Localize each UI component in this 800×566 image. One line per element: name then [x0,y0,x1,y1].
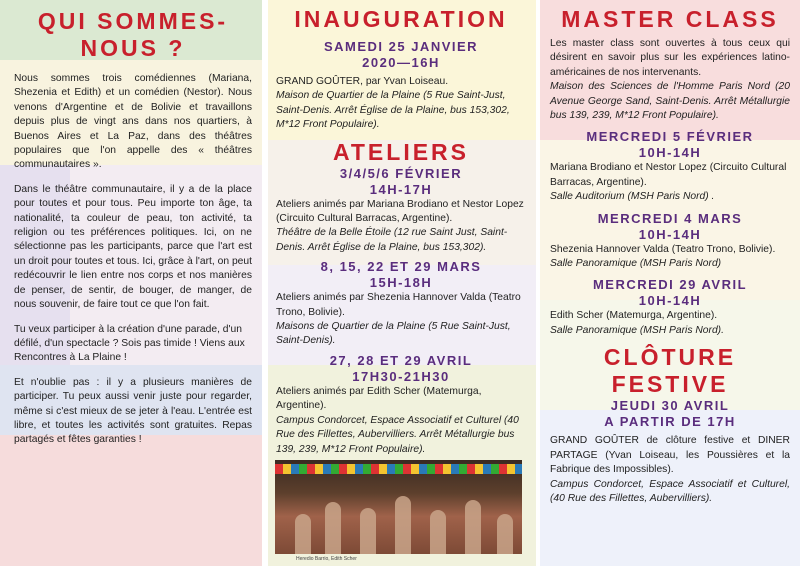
about-paragraph-3: Tu veux participer à la création d'une parade, d'un défilé, d'un spectacle ? Sois pas timide ! Viens aux Rencontres à La Plaine ! [14,323,245,364]
masterclass-1-date: MERCREDI 5 FÉVRIER [586,129,754,145]
closing-text: GRAND GOÛTER de clôture festive et DINER PARTAGE (Yvan Loiseau, les Poussières et la Fabrique des Impossibles). [550,435,790,476]
performer-figure [497,514,513,554]
bunting-decoration [275,464,522,474]
masterclass-2-text: Shezenia Hannover Valda (Teatro Trono, Bolivie). [550,243,776,255]
masterclass-1-place: Salle Auditorium (MSH Paris Nord) . [550,191,715,203]
atelier-3-text: Ateliers animés par Edith Scher (Matemurga, Argentine). [276,385,482,412]
column-about [0,0,262,566]
performer-figure [295,514,311,554]
masterclass-2-place: Salle Panoramique (MSH Paris Nord) [550,258,722,270]
atelier-3-place: Campus Condorcet, Espace Associatif et Culturel (40 Rue des Fillettes, Aubervilliers. Arrêt Métallurgie bus 139, 239, M*12 Front Populaire). [276,414,519,455]
photo-credit: Heredio Barrio, Edith Scher [296,556,357,562]
masterclass-place: Maison des Sciences de l'Homme Paris Nord (20 Avenue George Sand, Saint-Denis. Arrêt Métallurgie bus 139, 239, M*12 Front Populaire). [550,81,790,122]
atelier-1-time: 14H-17H [369,181,433,197]
inauguration-time: 2020—16H [362,55,440,70]
performer-figure [395,496,411,554]
inauguration-date: SAMEDI 25 JANVIER [323,39,479,54]
atelier-1-place: Théâtre de la Belle Étoile (12 rue Saint Just, Saint-Denis. Arrêt Église de la Plaine, bus 153,302). [276,227,508,253]
atelier-2-time: 15H-18H [369,275,433,291]
inauguration-place: Maison de Quartier de la Plaine (5 Rue Saint-Just, Saint-Denis. Arrêt Église de la Plaine, bus 153,302, M*12 Front Populaire). [276,90,510,131]
closing-time: A PARTIR DE 17H [604,414,736,430]
inauguration-text: GRAND GOÛTER, par Yvan Loiseau. [276,76,449,87]
atelier-3-date: 27, 28 ET 29 AVRIL [329,352,473,368]
masterclass-1-time: 10H-14H [638,145,702,161]
masterclass-title: MASTER CLASS [561,6,779,32]
masterclass-3-time: 10H-14H [638,293,702,309]
about-paragraph-2: Dans le théâtre communautaire, il y a de la place pour toutes et pour tous. Peu importe ton âge, ta nationalité, ta couleur de peau, ton activité, ta religion ou tes préférences politiques. Ici, on ne sélectionne pas les participants, parce que l'art est un droit pour toutes et tous. Ici, grâce à l'art, on peut redécouvrir le lien entre nos corps et nos manières de penser, de sentir, de bouger, de manger, de nous souvenir, de faire tout ce que l'on fait. [14,183,252,311]
closing-date: JEUDI 30 AVRIL [610,398,730,414]
atelier-1-text: Ateliers animés par Mariana Brodiano et Nestor Lopez (Circuito Cultural Barracas, Argentine). [276,198,524,225]
masterclass-2-date: MERCREDI 4 MARS [597,210,743,226]
performer-figure [360,508,376,554]
masterclass-1-text: Mariana Brodiano et Nestor Lopez (Circuito Cultural Barracas, Argentine). [550,162,787,188]
closing-place: Campus Condorcet, Espace Associatif et Culturel, (40 Rue des Fillettes, Aubervilliers). [550,478,790,504]
inauguration-title: INAUGURATION [294,6,508,32]
theatre-photo [275,460,522,554]
atelier-3-time: 17H30-21H30 [352,368,450,384]
atelier-2-place: Maisons de Quartier de la Plaine (5 Rue Saint-Just, Saint-Denis). [276,321,511,347]
column-masterclass [540,0,800,566]
masterclass-3-date: MERCREDI 29 AVRIL [592,277,748,293]
about-title: QUI SOMMES-NOUS ? [37,8,229,61]
masterclass-3-text: Edith Scher (Matemurga, Argentine). [550,310,718,322]
atelier-2-text: Ateliers animés par Shezenia Hannover Valda (Teatro Trono, Bolivie). [276,292,521,318]
ateliers-title: ATELIERS [332,138,470,165]
about-paragraph-1: Nous sommes trois comédiennes (Mariana, Shezenia et Edith) et un comédien (Nestor). Nous venons d'Argentine et de Bolivie et travaillons depuis plus de vingt ans dans nos quartiers, à Buenos Aires et La Paz, dans des théâtres populaires que l'on appelle des « théâtres communautaires ». [14,73,252,171]
performer-figure [325,502,341,554]
performer-figure [465,500,481,554]
closing-title: CLÔTURE FESTIVE [603,344,737,398]
masterclass-3-place: Salle Panoramique (MSH Paris Nord). [550,324,724,336]
about-paragraph-4: Et n'oublie pas : il y a plusieurs manières de participer. Tu peux aussi venir juste pour regarder, même si c'est mieux de se jeter à l'eau. L'entrée est libre, et toutes les activités sont gratuites. Repas partagés et fêtes garanties ! [14,376,252,446]
performer-figure [430,510,446,554]
atelier-2-date: 8, 15, 22 ET 29 MARS [320,259,482,275]
atelier-1-date: 3/4/5/6 FÉVRIER [339,165,463,181]
masterclass-2-time: 10H-14H [638,226,702,242]
masterclass-intro: Les master class sont ouvertes à tous ceux qui désirent en savoir plus sur les expériences latino-américaines de nos intervenants. [550,38,790,78]
